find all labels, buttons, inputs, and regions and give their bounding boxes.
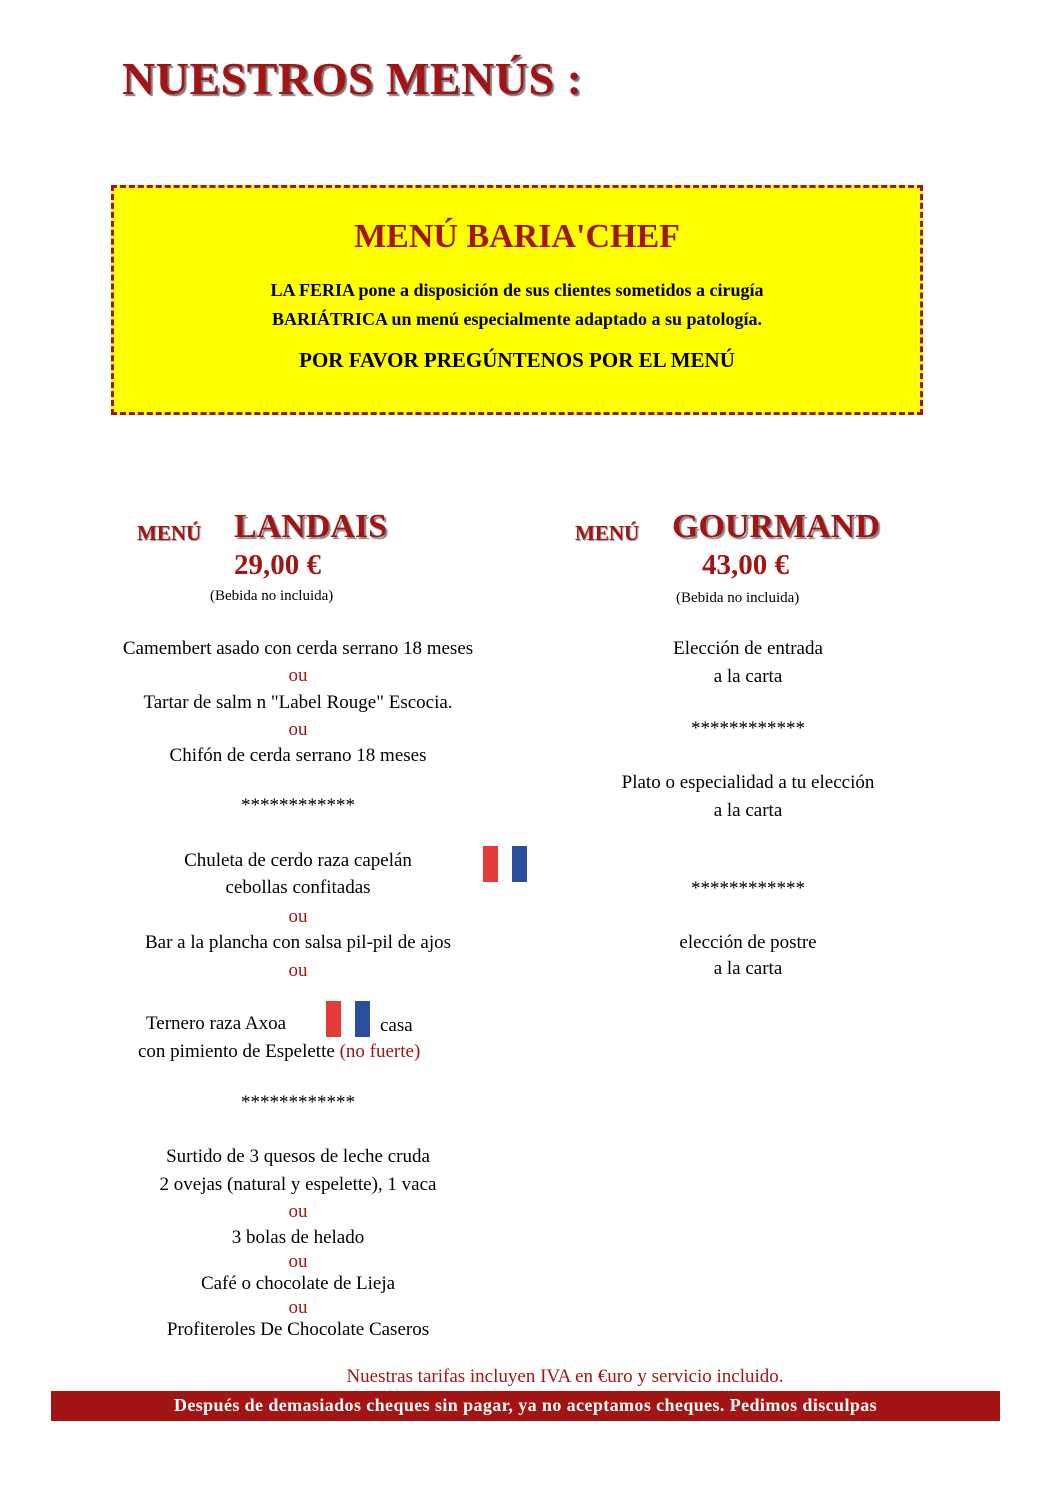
gourmand-plato-carta: a la carta	[713, 800, 783, 821]
landais-main-1a: Chuleta de cerdo raza capelán	[184, 850, 412, 871]
landais-starter-1: Camembert asado con cerda serrano 18 meses	[122, 638, 474, 659]
or-separator: ou	[288, 960, 308, 981]
cheque-notice-bar: Después de demasiados cheques sin pagar, ya no aceptamos cheques. Pedimos disculpas	[51, 1391, 1000, 1421]
landais-starter-3: Chifón de cerda serrano 18 meses	[169, 745, 427, 766]
or-separator: ou	[288, 719, 308, 740]
or-separator: ou	[288, 906, 308, 927]
landais-main-3d: (no fuerte)	[339, 1041, 421, 1062]
landais-drink-note: (Bebida no incluida)	[210, 588, 334, 604]
french-flag-icon	[326, 1001, 370, 1037]
landais-dessert-1a: Surtido de 3 quesos de leche cruda	[166, 1146, 430, 1167]
gourmand-postre: elección de postre	[679, 932, 817, 953]
landais-main-1b: cebollas confitadas	[225, 877, 371, 898]
bariachef-description	[114, 276, 920, 334]
gourmand-entrada: Elección de entrada	[673, 638, 823, 659]
bariachef-heading: MENÚ BARIA'CHEF	[354, 218, 680, 255]
landais-menu-label: MENÚ	[137, 521, 202, 545]
landais-dessert-3: Café o chocolate de Lieja	[200, 1273, 396, 1294]
page-title: NUESTROS MENÚS :	[122, 53, 583, 104]
gourmand-entrada-carta: a la carta	[713, 666, 783, 687]
bariachef-box	[111, 185, 923, 415]
gourmand-menu-name: GOURMAND	[672, 508, 880, 545]
landais-main-3b: casa	[380, 1015, 413, 1036]
gourmand-menu-label: MENÚ	[575, 521, 640, 545]
landais-menu-name: LANDAIS	[234, 508, 388, 545]
landais-dessert-4: Profiteroles De Chocolate Caseros	[166, 1319, 430, 1340]
landais-main-3-line2	[138, 1041, 420, 1063]
gourmand-price: 43,00 €	[702, 549, 789, 581]
course-separator: ************	[691, 878, 805, 899]
gourmand-postre-carta: a la carta	[713, 958, 783, 979]
bariachef-desc-line1: LA FERIA pone a disposición de sus clientes sometidos a cirugía	[270, 280, 764, 300]
or-separator: ou	[288, 1297, 308, 1318]
landais-dessert-1b: 2 ovejas (natural y espelette), 1 vaca	[159, 1174, 437, 1195]
landais-price: 29,00 €	[234, 549, 321, 581]
landais-main-3a: Ternero raza Axoa	[146, 1013, 287, 1034]
landais-dessert-2: 3 bolas de helado	[231, 1227, 365, 1248]
gourmand-drink-note: (Bebida no incluida)	[676, 590, 800, 606]
gourmand-plato: Plato o especialidad a tu elección	[621, 772, 875, 793]
course-separator: ************	[241, 795, 355, 816]
landais-main-2: Bar a la plancha con salsa pil-pil de ajos	[144, 932, 451, 953]
course-separator: ************	[691, 718, 805, 739]
or-separator: ou	[288, 1201, 308, 1222]
course-separator: ************	[241, 1092, 355, 1113]
landais-starter-2: Tartar de salm n "Label Rouge" Escocia.	[143, 692, 453, 713]
tax-note: Nuestras tarifas incluyen IVA en €uro y servicio incluido.	[346, 1366, 784, 1387]
landais-main-3c: con pimiento de Espelette	[138, 1041, 335, 1062]
bariachef-desc-line2: BARIÁTRICA un menú especialmente adaptado a su patología.	[271, 309, 763, 329]
or-separator: ou	[288, 665, 308, 686]
or-separator: ou	[288, 1251, 308, 1272]
bariachef-prompt: POR FAVOR PREGÚNTENOS POR EL MENÚ	[299, 348, 735, 372]
